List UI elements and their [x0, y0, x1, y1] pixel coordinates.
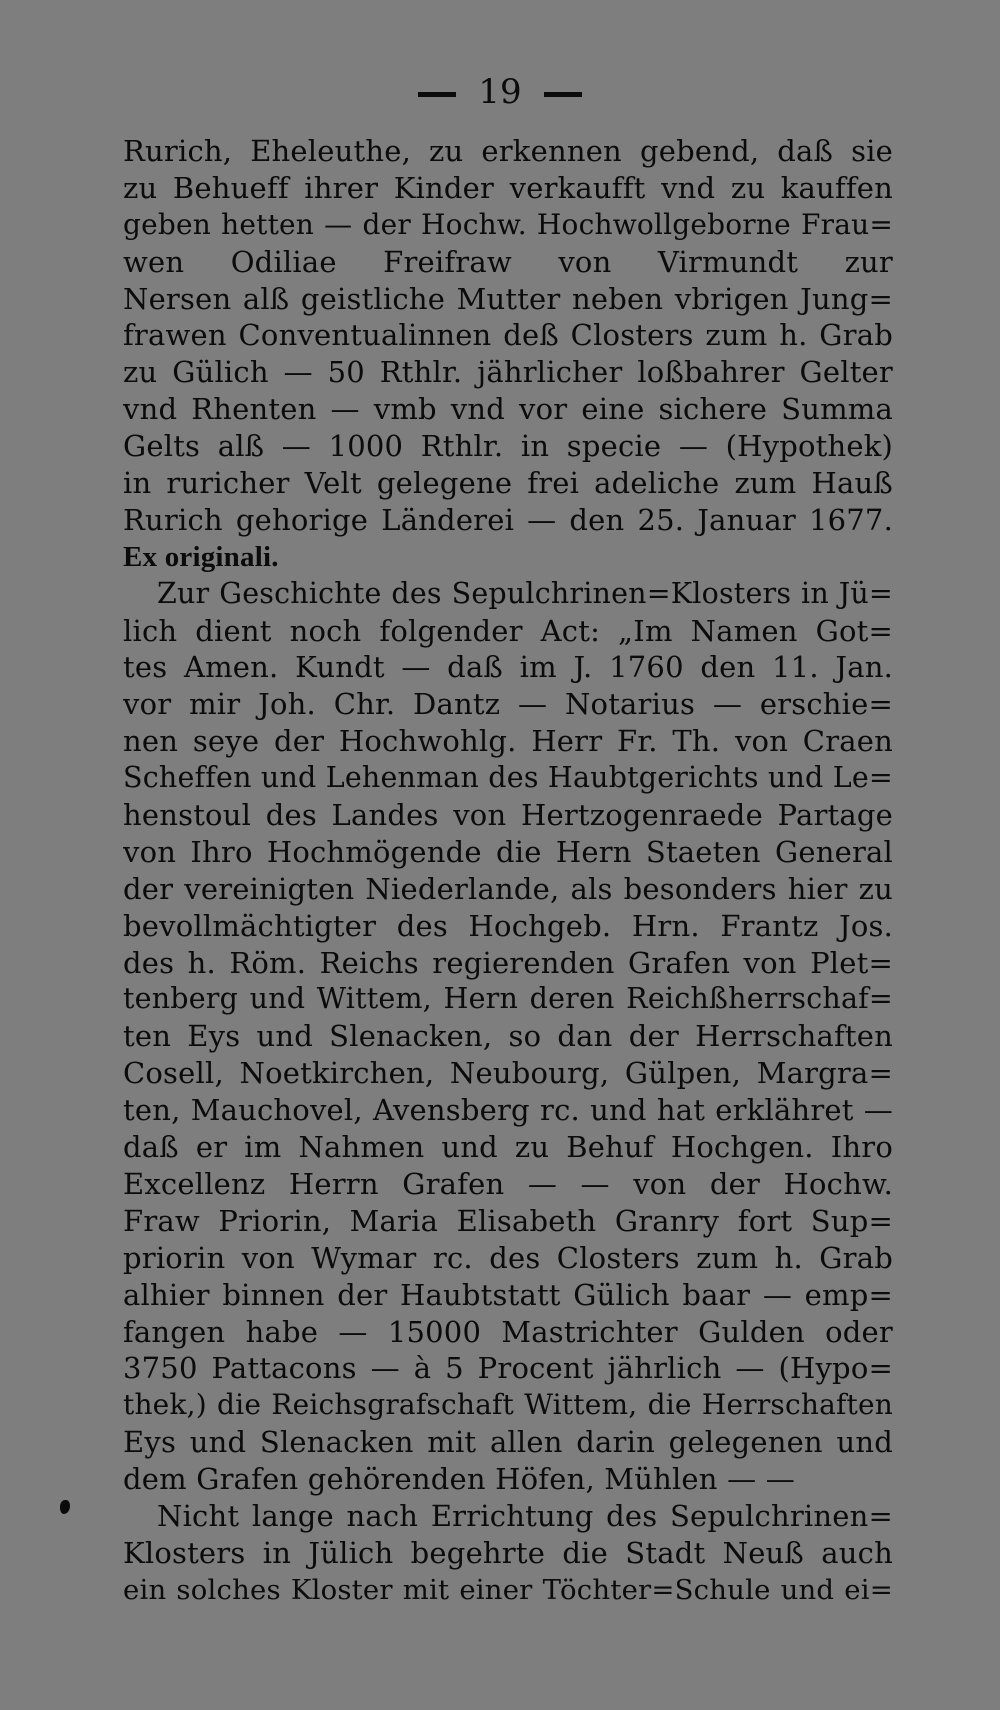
text-line: Fraw Priorin, Maria Elisabeth Granry fort Sup=: [123, 1203, 893, 1238]
text-line: tenberg und Wittem, Hern deren Reichßherrschaf=: [123, 982, 893, 1016]
text-line: daß er im Nahmen und zu Behuf Hochgen. Ihro: [123, 1130, 893, 1165]
text-line: wen Odiliae Freifraw von Virmundt zur: [123, 244, 893, 279]
text-line: Gelts alß — 1000 Rthlr. in specie — (Hypothek): [123, 429, 893, 464]
text-line: der vereinigten Niederlande, als besonders hier zu: [123, 871, 893, 906]
text-line: Excellenz Herrn Grafen — — von der Hochw.: [123, 1166, 893, 1201]
text-line: ein solches Kloster mit einer Töchter=Schule und ei=: [123, 1573, 893, 1606]
text-line: vor mir Joh. Chr. Dantz — Notarius — erschie=: [123, 687, 893, 722]
text-line: priorin von Wymar rc. des Closters zum h. Grab: [123, 1240, 893, 1275]
text-line: geben hetten — der Hochw. Hochwollgeborne Frau=: [123, 207, 893, 241]
text-line: lich dient noch folgender Act: „Im Namen Got=: [123, 613, 893, 648]
text-line: Nicht lange nach Errichtung des Sepulchrinen=: [157, 1498, 893, 1533]
text-line: vnd Rhenten — vmb vnd vor eine sichere Summa: [123, 392, 893, 427]
text-line: thek,) die Reichsgrafschaft Wittem, die Herrschaften: [123, 1388, 893, 1422]
text-line: Zur Geschichte des Sepulchrinen=Klosters in Jü=: [157, 576, 893, 610]
text-line: bevollmächtigter des Hochgeb. Hrn. Frantz Jos.: [123, 908, 893, 943]
ink-speck: [60, 1500, 70, 1514]
text-line: dem Grafen gehörenden Höfen, Mühlen — —: [123, 1462, 795, 1497]
text-line: zu Behueff ihrer Kinder verkaufft vnd zu kauffen: [123, 170, 893, 205]
text-line: Rurich gehorige Länderei — den 25. Januar 1677.: [123, 502, 893, 537]
text-line: fangen habe — 15000 Mastrichter Gulden oder: [123, 1314, 893, 1349]
text-line: nen seye der Hochwohlg. Herr Fr. Th. von Craen: [123, 724, 893, 759]
text-line: Scheffen und Lehenman des Haubtgerichts und Le=: [123, 761, 893, 795]
text-line: Eys und Slenacken mit allen darin gelegenen und: [123, 1425, 893, 1460]
text-line: Klosters in Jülich begehrte die Stadt Neuß auch: [123, 1535, 893, 1570]
text-line: ten, Mauchovel, Avensberg rc. und hat erklähret —: [123, 1093, 893, 1128]
text-line: des h. Röm. Reichs regierenden Grafen von Plet=: [123, 945, 893, 980]
header-dash-right: [544, 92, 582, 97]
text-line: henstoul des Landes von Hertzogenraede Partage: [123, 798, 893, 833]
text-line: Rurich, Eheleuthe, zu erkennen gebend, daß sie: [123, 134, 893, 168]
text-line: tes Amen. Kundt — daß im J. 1760 den 11. Jan.: [123, 650, 893, 685]
text-line: zu Gülich — 50 Rthlr. jährlicher loßbahrer Gelter: [123, 355, 893, 390]
body-text: [123, 133, 893, 1609]
page-header: [0, 62, 1000, 122]
text-line: alhier binnen der Haubtstatt Gülich baar — emp=: [123, 1277, 893, 1312]
text-line: ten Eys und Slenacken, so dan der Herrschaften: [123, 1019, 893, 1054]
header-dash-left: [418, 92, 456, 97]
text-line: Nersen alß geistliche Mutter neben vbrigen Jung=: [123, 281, 893, 316]
text-line: Cosell, Noetkirchen, Neubourg, Gülpen, Margra=: [123, 1056, 893, 1091]
page-number: 19: [478, 72, 522, 112]
text-line: von Ihro Hochmögende die Hern Staeten General: [123, 834, 893, 869]
text-line: 3750 Pattacons — à 5 Procent jährlich — (Hypo=: [123, 1351, 893, 1386]
text-line: Ex originali.: [123, 540, 279, 573]
text-line: frawen Conventualinnen deß Closters zum h. Grab: [123, 318, 893, 353]
text-line: in ruricher Velt gelegene frei adeliche zum Hauß: [123, 466, 893, 501]
